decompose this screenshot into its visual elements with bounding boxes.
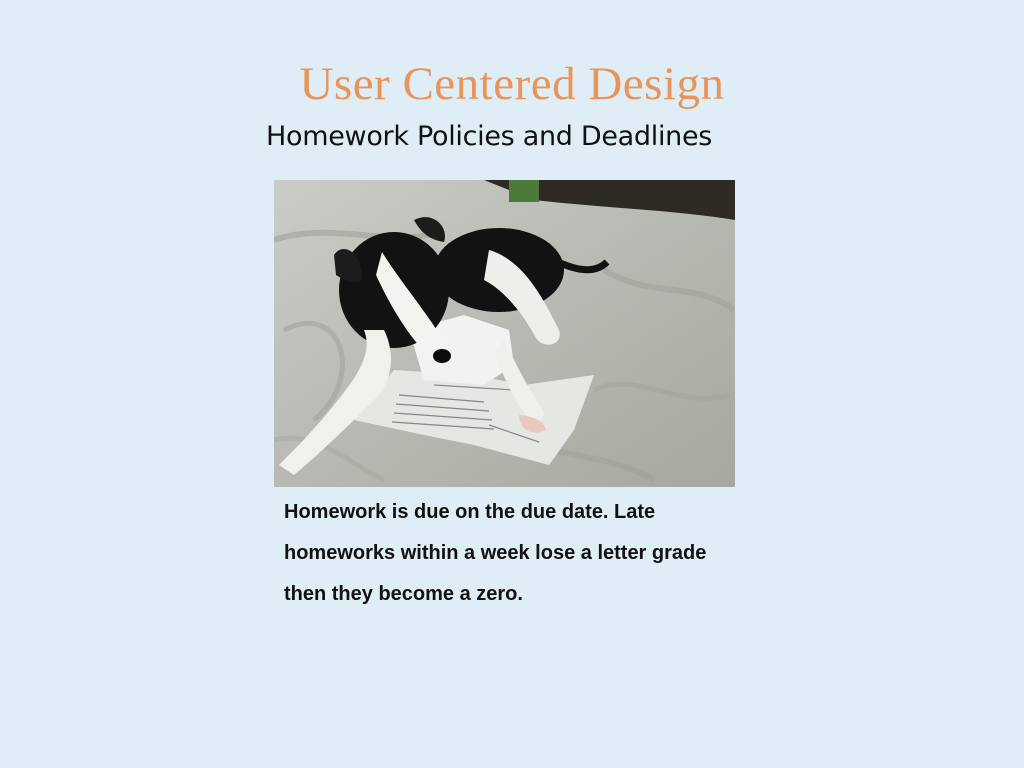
slide-title: User Centered Design <box>299 58 725 110</box>
homework-policy-text: Homework is due on the due date. Late homeworks within a week lose a letter grade then they become a zero. <box>284 501 707 605</box>
puppy-homework-photo <box>274 180 735 487</box>
slide-subtitle: Homework Policies and Deadlines <box>266 121 713 152</box>
